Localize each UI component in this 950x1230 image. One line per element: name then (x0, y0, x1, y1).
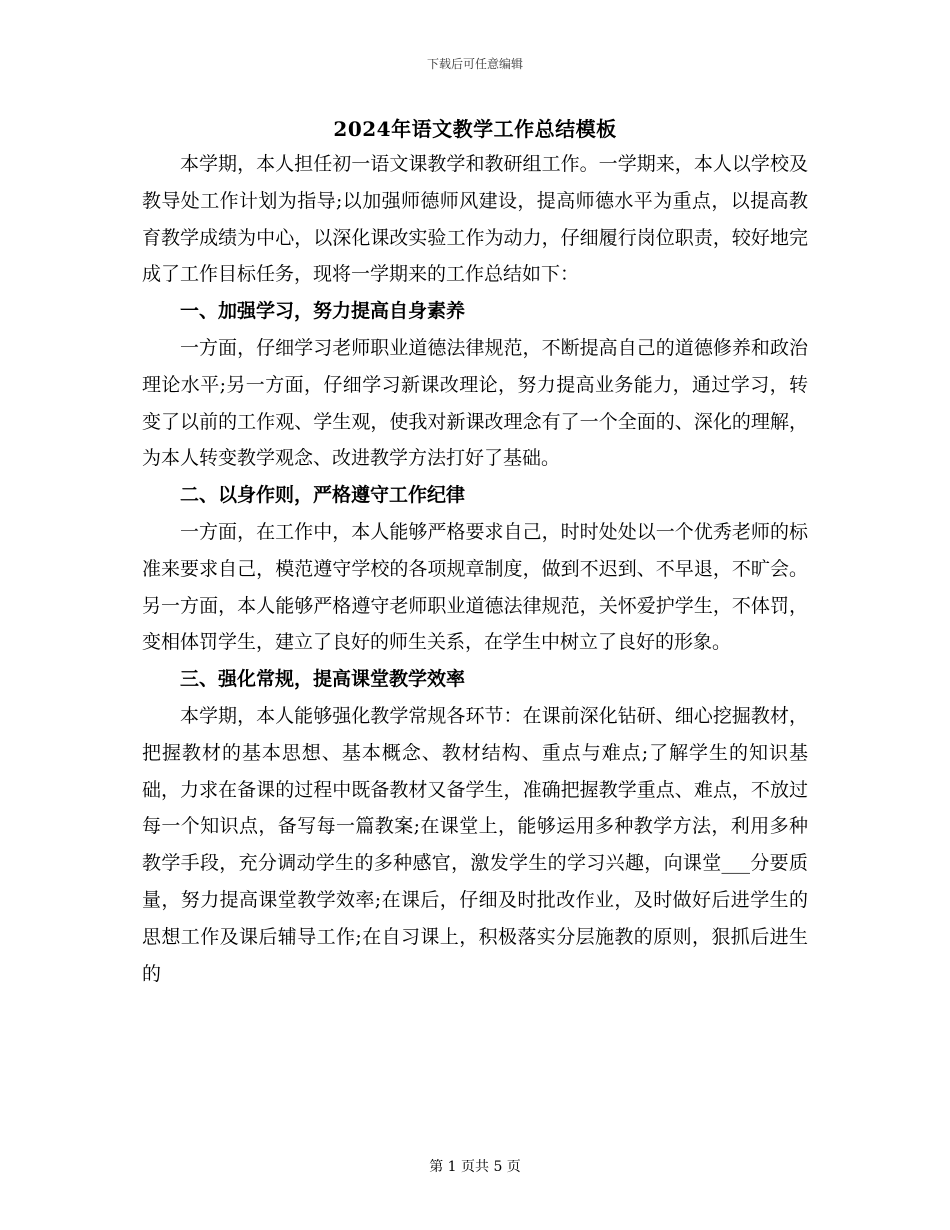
section-heading-2: 二、以身作则，严格遵守工作纪律 (180, 484, 466, 507)
section-body-2: 一方面，在工作中，本人能够严格要求自己，时时处处以一个优秀老师的标准来要求自己，模范遵守学校的各项规章制度，做到不迟到、不早退，不旷会。另一方面，本人能够严格遵守老师职业道德法律规范，关怀爱护学生，不体罚，变相体罚学生，建立了良好的师生关系，在学生中树立了良好的形象。 (142, 520, 808, 654)
document-title: 2024年语文教学工作总结模板 (333, 117, 617, 141)
intro-paragraph: 本学期，本人担任初一语文课教学和教研组工作。一学期来，本人以学校及教导处工作计划为指导;以加强师德师风建设，提高师德水平为重点，以提高教育教学成绩为中心，以深化课改实验工作为动力，仔细履行岗位职责，较好地完成了工作目标任务，现将一学期来的工作总结如下： (142, 153, 808, 286)
document-body (142, 146, 808, 992)
section-body-3: 本学期，本人能够强化教学常规各环节：在课前深化钻研、细心挖掘教材，把握教材的基本思想、基本概念、教材结构、重点与难点;了解学生的知识基础，力求在备课的过程中既备教材又备学生，准确把握教学重点、难点，不放过每一个知识点，备写每一篇教案;在课堂上，能够运用多种教学方法，利用多种教学手段，充分调动学生的多种感官，激发学生的学习兴趣，向课堂___分要质量，努力提高课堂教学效率;在课后，仔细及时批改作业，及时做好后进学生的思想工作及课后辅导工作;在自习课上，积极落实分层施教的原则，狠抓后进生的 (142, 704, 808, 985)
section-heading-1: 一、加强学习，努力提高自身素养 (180, 300, 466, 323)
section-body-1: 一方面，仔细学习老师职业道德法律规范，不断提高自己的道德修养和政治理论水平;另一方面，仔细学习新课改理论，努力提高业务能力，通过学习，转变了以前的工作观、学生观，使我对新课改理念有了一个全面的、深化的理解，为本人转变教学观念、改进教学方法打好了基础。 (142, 336, 808, 470)
page-number: 第 1 页共 5 页 (429, 1159, 521, 1175)
section-heading-3: 三、强化常规，提高课堂教学效率 (180, 668, 466, 691)
page-header-note: 下载后可任意编辑 (426, 57, 523, 71)
